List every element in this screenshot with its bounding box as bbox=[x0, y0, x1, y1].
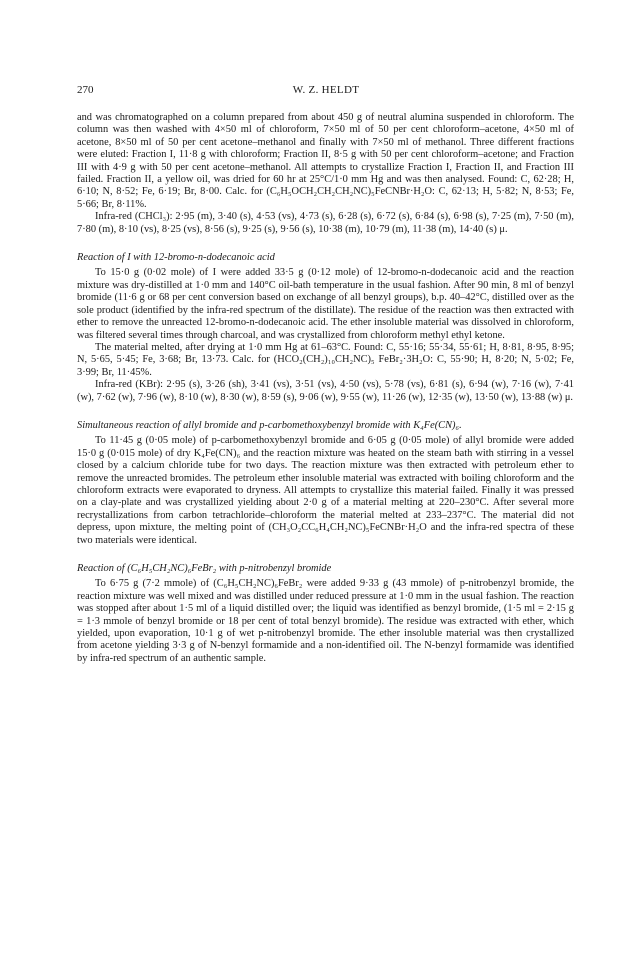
section-heading-dodecanoic: Reaction of I with 12-bromo-n-dodecanoic acid bbox=[77, 252, 275, 264]
running-head: W. Z. HELDT bbox=[292, 84, 360, 96]
section2-paragraph-1: To 11·45 g (0·05 mole) of p-carbomethoxybenzyl bromide and 6·05 g (0·05 mole) of allyl bromide were added 15·0 g (0·015 mole) of dry K₄Fe(CN)₆ and the reaction mixture was heated on the steam bath with stirring in a vessel closed by a calcium chloride tube for two days. The reaction mixture was then extracted with petroleum ether to remove the unreacted bromides. The petroleum ether insoluble material was extracted with boiling chloroform and the chloroform extracts were evaporated to dryness. All attempts to crystallize this material failed. Finally it was pressed on a clay-plate and was crystallized yielding about 2·0 g of a material melting at 220–230°C. After several more recrystallizations from carbon tetrachloride–chloroform the material melted at 233–237°C. The material did not depress, upon mixture, the melting point of (CH₃O₂CC₆H₄CH₂NC)₅FeCNBr·H₂O and the infra-red spectra of these two materials were identical. bbox=[77, 435, 574, 546]
page-number: 270 bbox=[77, 84, 94, 96]
page-body bbox=[77, 112, 574, 665]
section-heading-nitrobenzyl: Reaction of (C₆H₅CH₂NC)₆FeBr₂ with p-nitrobenzyl bromide bbox=[77, 563, 332, 574]
section-heading-allyl: Simultaneous reaction of allyl bromide and p-carbomethoxybenzyl bromide with K₄Fe(CN)₆. bbox=[77, 419, 462, 431]
section1-paragraph-1: To 15·0 g (0·02 mole) of I were added 33·5 g (0·12 mole) of 12-bromo-n-dodecanoic acid and the reaction mixture was dry-distilled at 1·0 mm and 140°C oil-bath temperature in the usual fashion. After 90 min, 8 ml of benzyl bromide (11·6 g or 68 per cent conversion based on exchange of all benzyl groups), b.p. 40–42°C, distilled over as the sole product (identified by the infra-red spectrum of the distillate). The residue of the reaction was then extracted with ether to remove the unreacted 12-bromo-n-dodecanoic acid. The ether insoluble material was dissolved in chloroform, was filtered several times through charcoal, and was crystallized from chloroform methyl ethyl ketone. bbox=[77, 267, 574, 341]
section1-paragraph-3: Infra-red (KBr): 2·95 (s), 3·26 (sh), 3·41 (vs), 3·51 (vs), 4·50 (vs), 5·78 (vs), 6·81 (s), 6·94 (w), 7·16 (w), 7·41 (w), 7·62 (w), 7·96 (w), 8·10 (w), 8·30 (w), 8·59 (s), 9·06 (w), 9·55 (w), 11·26 (w), 12·35 (w), 13·50 (w), 13·88 (w) μ. bbox=[77, 379, 574, 403]
intro-paragraph: and was chromatographed on a column prepared from about 450 g of neutral alumina suspended in chloroform. The column was then washed with 4×50 ml of chloroform, 7×50 ml of 50 per cent chloroform–acetone, 4×50 ml of acetone, 8×50 ml of 50 per cent acetone–methanol and finally with 7×50 ml of methanol. Three different fractions were eluted: Fraction I, 11·8 g with chloroform; Fraction II, 8·5 g with 50 per cent chloroform–acetone; and Fraction III with 4·9 g with 50 per cent acetone–methanol. All attempts to crystallize Fraction I, Fraction II, and Fraction III failed. Fraction II, a yellow oil, was dried for 60 hr at 25°C/1·0 mm Hg and was then analysed. Found: C, 62·28; H, 6·10; N, 8·52; Fe, 6·19; Br, 8·00. Calc. for (C₆H₅OCH₂CH₂CH₂NC)₅FeCNBr·H₂O: C, 62·13; H, 5·82; N, 8·53; Fe, 5·66; Br, 8·11%. bbox=[77, 112, 574, 210]
page-header bbox=[77, 84, 575, 98]
infrared-paragraph: Infra-red (CHCl₃): 2·95 (m), 3·40 (s), 4·53 (vs), 4·73 (s), 6·28 (s), 6·72 (s), 6·84 (s), 6·98 (s), 7·25 (m), 7·50 (m), 7·80 (m), 8·10 (vs), 8·25 (vs), 8·56 (s), 9·25 (s), 9·56 (s), 10·38 (m), 10·79 (m), 11·38 (m), 14·40 (s) μ. bbox=[77, 211, 574, 235]
section3-paragraph-1: To 6·75 g (7·2 mmole) of (C₆H₅CH₂NC)₆FeBr₂ were added 9·33 g (43 mmole) of p-nitrobenzyl bromide, the reaction mixture was well mixed and was distilled under reduced pressure at 1·0 mm in the usual fashion. The reaction was stopped after about 1·5 ml of a liquid distilled over; the liquid was identified as benzyl bromide, (1·5 ml = 2·15 g = 1·3 mmole of benzyl bromide or 18 per cent of total benzyl bromide). The residue was extracted with ether, which yielded, upon evaporation, 10·1 g of wet p-nitrobenzyl bromide. The ether insoluble material was then crystallized from acetone yielding 3·3 g of N-benzyl formamide and a non-identified oil. The N-benzyl formamide was identified by infra-red spectrum of an authentic sample. bbox=[77, 578, 574, 664]
section1-paragraph-2: The material melted, after drying at 1·0 mm Hg at 61–63°C. Found: C, 55·16; 55·34, 55·61; H, 8·81, 8·95, 8·95; N, 5·65, 5·45; Fe, 3·68; Br, 13·73. Calc. for (HCO₂(CH₂)₁₀CH₂NC)₅ FeBr₂·3H₂O: C, 55·90; H, 8·20; N, 5·02; Fe, 3·99; Br, 11·45%. bbox=[77, 341, 574, 378]
